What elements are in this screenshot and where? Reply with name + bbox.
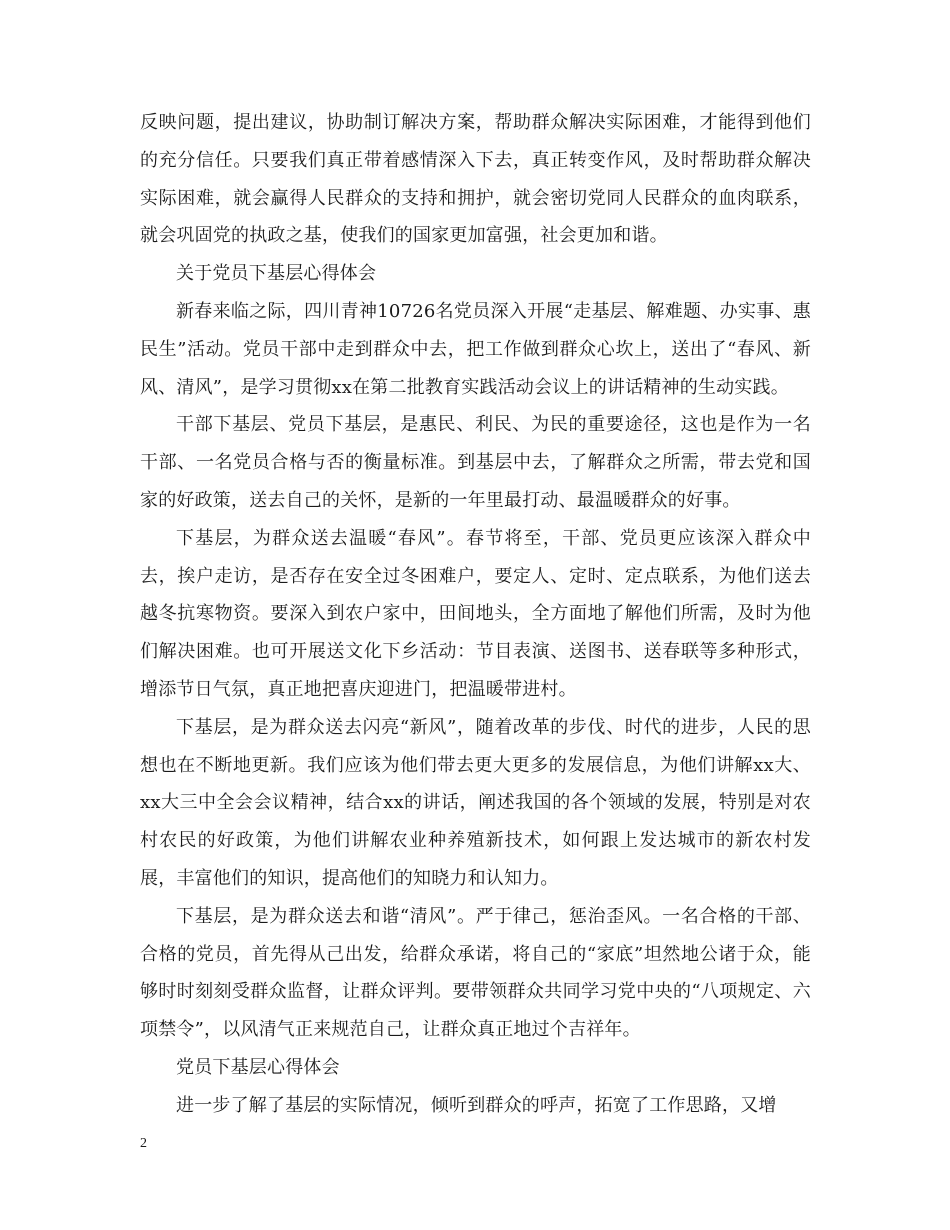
page-number: 2 [140, 1136, 147, 1151]
section-heading-2: 党员下基层心得体会 [176, 1056, 340, 1078]
paragraph: 干部下基层、党员下基层，是惠民、利民、为民的重要途径，这也是作为一名干部、一名党员合格与否的衡量标准。到基层中去，了解群众之所需，带去党和国家的好政策，送去自己的关怀，是新的一年里最打动、最温暖群众的好事。 [140, 414, 811, 511]
paragraph: 下基层，是为群众送去和谐“清风”。严于律己，惩治歪风。一名合格的干部、合格的党员，首先得从己出发，给群众承诺，将自己的“家底”坦然地公诸于众，能够时时刻刻受群众监督，让群众评判。要带领群众共同学习党中央的“八项规定、六项禁令”，以风清气正来规范自己，让群众真正地过个吉祥年。 [140, 905, 811, 1041]
paragraph: 新春来临之际，四川青神10726名党员深入开展“走基层、解难题、办实事、惠民生”活动。党员干部中走到群众中去，把工作做到群众心坎上，送出了“春风、新风、清风”，是学习贯彻xx在第二批教育实践活动会议上的讲话精神的生动实践。 [140, 300, 811, 398]
paragraph: 下基层，是为群众送去闪亮“新风”，随着改革的步伐、时代的进步，人民的思想也在不断地更新。我们应该为他们带去更大更多的发展信息，为他们讲解xx大、xx大三中全会会议精神，结合xx的讲话，阐述我国的各个领域的发展，特别是对农村农民的好政策，为他们讲解农业种养殖新技术，如何跟上发达城市的新农村发展，丰富他们的知识，提高他们的知晓力和认知力。 [140, 716, 811, 889]
paragraph-continued: 反映问题，提出建议，协助制订解决方案，帮助群众解决实际困难，才能得到他们的充分信任。只要我们真正带着感情深入下去，真正转变作风，及时帮助群众解决实际困难，就会赢得人民群众的支持和拥护，就会密切党同人民群众的血肉联系，就会巩固党的执政之基，使我们的国家更加富强，社会更加和谐。 [140, 112, 811, 247]
paragraph: 下基层，为群众送去温暖“春风”。春节将至，干部、党员更应该深入群众中去，挨户走访，是否存在安全过冬困难户，要定人、定时、定点联系，为他们送去越冬抗寒物资。要深入到农户家中，田间地头，全方面地了解他们所需，及时为他们解决困难。也可开展送文化下乡活动：节目表演、送图书、送春联等多种形式，增添节日气氛，真正地把喜庆迎进门，把温暖带进村。 [140, 527, 811, 700]
paragraph-truncated: 进一步了解了基层的实际情况，倾听到群众的呼声，拓宽了工作思路，又增 [176, 1094, 777, 1116]
section-heading-1: 关于党员下基层心得体会 [176, 263, 377, 285]
document-body [140, 104, 811, 1125]
